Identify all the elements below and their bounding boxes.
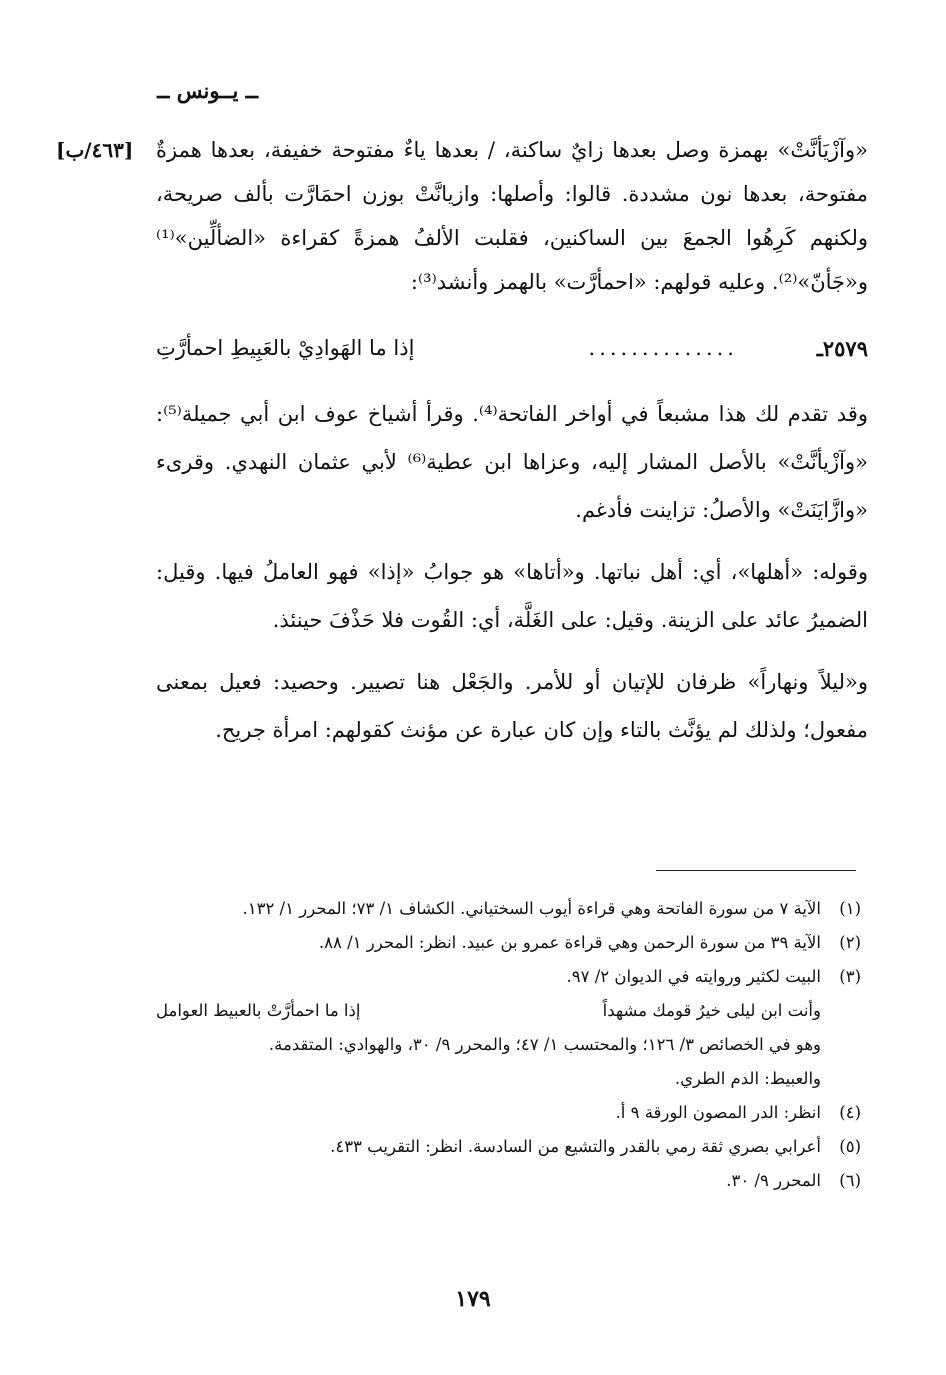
verse-text: إذا ما الهَوادِيْ بالعَبِيطِ احمأرَّتِ (156, 336, 415, 360)
footnotes (156, 892, 861, 1198)
footnote-4 (156, 1096, 861, 1130)
footnote-number: (٦) (839, 1171, 861, 1190)
verse-line (156, 336, 868, 376)
page-number: ١٧٩ (455, 1286, 491, 1312)
poem-hemistich-left: إذا ما احمأرَّتْ بالعبيط العوامل (156, 1001, 361, 1020)
footnote-number: (٤) (839, 1103, 861, 1122)
footnote-text: المحرر ٩/ ٣٠. (726, 1171, 821, 1190)
paragraph-2: وقد تقدم لك هذا مشبعاً في أواخر الفاتحة⁽⁴⁾. وقرأ أشياخ عوف ابن أبي جميلة⁽⁵⁾: «وآزْيأنَّتْ» بالأصل المشار إليه، وعزاها ابن عطية⁽⁶⁾ لأبي عثمان النهدي. وقرىء «وازَّايَنَتْ» والأصلُ: تزاينت فأدغم. (156, 402, 869, 522)
footnote-poem-line (156, 994, 861, 1028)
verse-number: ٢٥٧٩ـ (816, 336, 868, 361)
footnote-1 (156, 892, 861, 926)
manuscript-folio-ref: [٤٦٣/ب] (56, 138, 134, 162)
footnote-2 (156, 926, 861, 960)
footnote-6 (156, 1164, 861, 1198)
footnote-text: انظر: الدر المصون الورقة ٩ أ. (615, 1103, 821, 1122)
paragraph-1: «وآزْيَأنَّتْ» بهمزة وصل بعدها زايٌ ساكنة، / بعدها ياءٌ مفتوحة خفيفة، بعدها همزةٌ مفتوحة، بعدها نون مشددة. قالوا: وأصلها: وازيانَّتْ بوزن احمَارَّت بألف صريحة، ولكنهم كَرِهُوا الجمعَ بين الساكنين، فقلبت الألفُ همزةً كقراءة «الضألِّين»⁽¹⁾ و«جَأنّ»⁽²⁾. وعليه قولهم: «احمأرَّت» بالهمز وأنشد⁽³⁾: (156, 138, 868, 294)
paragraph-3: وقوله: «أهلها»، أي: أهل نباتها. و«أتاها» هو جوابُ «إذا» فهو العاملُ فيها. وقيل: الضميرُ عائد على الزينة. وقيل: على الغَلَّة، أي: القُوت فلا حَذْفَ حينئذ. (156, 560, 868, 632)
footnote-3 (156, 960, 861, 994)
footnote-text: أعرابي بصري ثقة رمي بالقدر والتشيع من السادسة. انظر: التقريب ٤٣٣. (330, 1137, 821, 1156)
footnote-continuation: والعبيط: الدم الطري. (674, 1069, 821, 1088)
footnote-number: (٥) (839, 1137, 861, 1156)
footnote-number: (١) (839, 899, 861, 918)
footnote-text: البيت لكثير وروايته في الديوان ٢/ ٩٧. (566, 967, 821, 986)
footnote-text: الآية ٣٩ من سورة الرحمن وهي قراءة عمرو بن عبيد. انظر: المحرر ١/ ٨٨. (318, 933, 821, 952)
footnote-divider (656, 870, 856, 871)
running-header: ــ يــونس ــ (157, 78, 258, 103)
paragraph-4: و«ليلاً ونهاراً» ظرفان للإتيان أو للأمر. والجَعْل هنا تصيير. وحصيد: فعيل بمعنى مفعول؛ ولذلك لم يؤنَّث بالتاء وإن كان عبارة عن مؤنث كقولهم: امرأة جريح. (156, 670, 868, 742)
footnote-number: (٣) (839, 967, 861, 986)
footnote-text: الآية ٧ من سورة الفاتحة وهي قراءة أيوب السختياني. الكشاف ١/ ٧٣؛ المحرر ١/ ١٣٢. (242, 899, 821, 918)
footnote-5 (156, 1130, 861, 1164)
verse-ellipsis: .............. (588, 336, 738, 360)
poem-hemistich-right: وأنت ابن ليلى خيرُ قومك مشهداً (602, 1001, 821, 1020)
footnote-number: (٢) (839, 933, 861, 952)
main-text-block-1 (156, 128, 868, 324)
footnote-continuation: وهو في الخصائص ٣/ ١٢٦؛ والمحتسب ١/ ٤٧؛ والمحرر ٩/ ٣٠، والهوادي: المتقدمة. (268, 1035, 821, 1054)
main-text-block-2 (156, 390, 868, 768)
